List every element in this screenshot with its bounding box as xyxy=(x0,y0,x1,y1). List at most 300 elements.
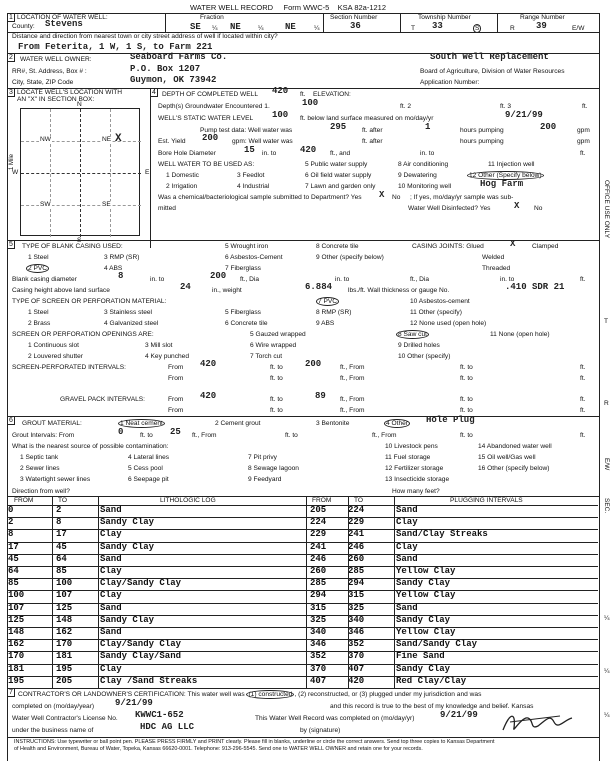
screen-option-1: 1 Steel xyxy=(28,309,49,316)
log-to-cell: 162 xyxy=(56,627,73,637)
log-from-cell: 45 xyxy=(8,553,19,564)
casing-option-9: 9 Other (specify below) xyxy=(316,254,384,261)
log-to-cell: 294 xyxy=(348,578,365,589)
frame-right xyxy=(599,13,600,761)
log-lithology-cell: Sandy Clay xyxy=(100,541,155,552)
address-label: RR#, St. Address, Box # : xyxy=(12,68,87,75)
screen-option-3: 3 Stainless steel xyxy=(104,309,153,316)
use-option-5: 5 Public water supply xyxy=(305,161,368,168)
screen-from-value: 420 xyxy=(200,359,217,369)
log-lithology-cell: Clay xyxy=(100,566,122,576)
log-lithology-cell: Sandy Clay xyxy=(396,578,451,589)
table-row xyxy=(8,627,598,639)
source-option-10: 10 Livestock pens xyxy=(385,443,438,450)
static-level-rest: ft. below land surface measured on mo/day/yr xyxy=(300,115,434,122)
use-option-2: 2 Irrigation xyxy=(166,183,198,190)
log-lithology-cell: Fine Sand xyxy=(396,651,445,662)
fraction-q1: SE xyxy=(190,22,201,32)
log-lithology-cell: Sandy Clay/Sand xyxy=(100,651,182,662)
ft-label: ft. xyxy=(580,407,586,414)
log-from-cell: 285 xyxy=(310,578,327,589)
ft-to-label: ft. to xyxy=(285,432,298,439)
use-option-11: 11 Injection well xyxy=(488,161,535,168)
county-value: Stevens xyxy=(45,19,83,29)
section-number-value: 36 xyxy=(350,21,361,31)
source-option-16: 16 Other (specify below) xyxy=(478,465,550,472)
table-row xyxy=(8,639,598,651)
township-t: T xyxy=(411,25,416,32)
log-from-cell: 224 xyxy=(310,517,327,528)
table-row xyxy=(8,664,598,676)
source-option-15: 15 Oil well/Gas well xyxy=(478,454,536,461)
casing-option-3: 3 RMP (SR) xyxy=(104,254,140,261)
log-lithology-cell: Sand xyxy=(100,553,122,564)
direction-label: Direction from well? xyxy=(12,488,70,495)
casing-height-value: 24 xyxy=(180,282,191,292)
disinfected-label: Water Well Disinfected? Yes xyxy=(408,205,491,212)
grout-other-value: Hole Plug xyxy=(426,415,475,425)
table-row xyxy=(8,529,598,541)
record-completed-label: This Water Well Record was completed on (mo/day/yr) xyxy=(255,715,415,722)
divider xyxy=(52,496,53,688)
divider xyxy=(7,688,599,689)
license-value: KWWC1-652 xyxy=(135,710,184,720)
casing-height-label: Casing height above land surface xyxy=(12,287,110,294)
casing-option-6: 6 Asbestos-Cement xyxy=(225,254,283,261)
log-lithology-cell: Sand xyxy=(396,602,418,613)
from-label: From xyxy=(168,364,184,371)
source-option-3: 3 Watertight sewer lines xyxy=(20,476,91,483)
wall-thickness-label: lbs./ft. Wall thickness or gauge No. xyxy=(348,287,450,294)
blank-to-value: 200 xyxy=(210,271,227,281)
table-row xyxy=(8,615,598,627)
ft-label: ft. xyxy=(580,432,586,439)
use-option-1: 1 Domestic xyxy=(166,172,199,179)
log-from-cell: 125 xyxy=(8,614,25,625)
log-from-cell: 8 xyxy=(8,529,14,540)
completed-rest: and this record is true to the best of my knowledge and belief. Kansas xyxy=(330,703,534,710)
ft-to-label: ft. to xyxy=(460,364,473,371)
chem-sample-no: No xyxy=(392,194,401,201)
opening-option-2: 2 Louvered shutter xyxy=(28,353,83,360)
log-from-cell: 107 xyxy=(8,602,25,613)
screen-option-2: 2 Brass xyxy=(28,320,51,327)
grout-from-value: 0 xyxy=(118,427,124,437)
casing-weight-value: 6.884 xyxy=(305,282,333,292)
ft-from-label: ft., From xyxy=(340,375,365,382)
log-to-cell: 64 xyxy=(56,553,67,564)
log-from-cell: 205 xyxy=(310,505,327,515)
blank-diameter-value: 8 xyxy=(118,271,124,281)
ft-from-label: ft., From xyxy=(340,364,365,371)
bore-ft: ft. xyxy=(580,150,586,157)
ft-to-label: ft. to xyxy=(460,396,473,403)
disinfected-yes-mark: X xyxy=(514,201,520,211)
opening-option-11: 11 None (open hole) xyxy=(490,331,550,338)
pump-test-hours: 1 xyxy=(425,122,431,132)
log-lithology-cell: Clay xyxy=(396,541,418,552)
log-from-cell: 346 xyxy=(310,639,327,650)
use-option-9: 9 Dewatering xyxy=(398,172,437,179)
log-lithology-cell: Sand xyxy=(100,505,122,515)
divider xyxy=(400,13,401,32)
chem-sample-yes-mark: X xyxy=(379,190,385,200)
nw-label: NW xyxy=(40,136,51,143)
fraction-q3: NE xyxy=(285,22,296,32)
blank-in-to-2: in. to xyxy=(335,276,350,283)
log-to-cell: 17 xyxy=(56,529,67,540)
log-lithology-cell: Sandy Clay xyxy=(396,614,451,625)
side-sec-label: SEC. xyxy=(603,498,610,514)
west-label: W xyxy=(12,169,19,176)
source-option-1: 1 Septic tank xyxy=(20,454,59,461)
log-lithology-cell: Sandy Clay xyxy=(100,517,155,528)
use-other-value: Hog Farm xyxy=(480,179,524,189)
log-from-cell: 17 xyxy=(8,541,19,552)
log-to-header: TO xyxy=(58,497,68,504)
est-yield-rest: gpm: Well water was xyxy=(232,138,293,145)
log-lithology-cell: Sandy Clay xyxy=(396,663,451,674)
from-label: From xyxy=(168,375,184,382)
bore-rest: ft., and xyxy=(330,150,351,157)
casing-option-5: 5 Wrought iron xyxy=(225,243,269,250)
use-option-10: 10 Monitoring well xyxy=(398,183,452,190)
log-to-cell: 170 xyxy=(56,639,73,650)
ft-from-label: ft., From xyxy=(340,396,365,403)
screen-option-12: 12 None used (open hole) xyxy=(410,320,487,327)
log-to-cell: 241 xyxy=(348,529,365,540)
source-option-14: 14 Abandoned water well xyxy=(478,443,552,450)
opening-option-4: 4 Key punched xyxy=(145,353,189,360)
log-to-cell: 420 xyxy=(348,675,365,686)
quarter-mark: ¼ xyxy=(258,25,264,32)
locate-label: LOCATE WELL'S LOCATION WITH xyxy=(17,89,123,96)
log-lithology-cell: Clay xyxy=(396,517,418,528)
owner-label: WATER WELL OWNER: xyxy=(20,56,92,63)
instructions-line-2: of Health and Environment, Bureau of Water, Topeka, Kansas 66620-0001. Telephone: 913-296-5545. Send one to WATER WELL OWNER and retain one for your records. xyxy=(14,746,423,752)
log-lithology-cell: Clay/Sandy Clay xyxy=(100,639,182,650)
side-ew-label: E/W xyxy=(603,458,610,471)
log-to-cell: 195 xyxy=(56,663,73,674)
log-lithology-cell: Clay xyxy=(100,590,122,601)
opening-option-8: 8 Saw cut xyxy=(398,331,427,338)
from-label: From xyxy=(168,396,184,403)
signature-label: by (signature) xyxy=(300,727,341,734)
casing-option-7: 7 Fiberglass xyxy=(225,265,261,272)
how-many-feet-label: How many feet? xyxy=(392,488,440,495)
city-label: City, State, ZIP Code xyxy=(12,79,74,86)
board-label: Board of Agriculture, Division of Water Resources xyxy=(420,68,565,75)
log-to-cell: 148 xyxy=(56,614,73,625)
after-label: ft. after xyxy=(362,127,383,134)
log-from-cell: 148 xyxy=(8,627,25,637)
divider xyxy=(21,173,141,174)
chem-sample-rest: ; If yes, mo/day/yr sample was sub- xyxy=(410,194,514,201)
use-label: WELL WATER TO BE USED AS: xyxy=(158,161,255,168)
hours-label-2: hours pumping xyxy=(460,138,504,145)
groundwater-1-value: 100 xyxy=(302,98,319,108)
source-option-13: 13 Insecticide storage xyxy=(385,476,450,483)
quarter-mark: ¼ xyxy=(212,25,218,32)
divider xyxy=(323,13,324,32)
log-from-cell: 229 xyxy=(310,529,327,540)
bore-diameter-value: 15 xyxy=(244,145,255,155)
record-completed-date: 9/21/99 xyxy=(440,710,478,720)
log-to-cell: 100 xyxy=(56,578,73,589)
log-from-cell: 181 xyxy=(8,663,25,674)
section-number-label: Section Number xyxy=(330,14,378,21)
opening-option-6: 6 Wire wrapped xyxy=(250,342,297,349)
blank-in-to: in. to xyxy=(150,276,165,283)
casing-weight-label: in., weight xyxy=(212,287,242,294)
wall-thickness-value: .410 SDR 21 xyxy=(505,282,565,292)
source-option-12: 12 Fertilizer storage xyxy=(385,465,444,472)
elevation-label: ELEVATION: xyxy=(313,91,351,98)
groundwater-ft: ft. xyxy=(582,103,588,110)
log-from-cell: 325 xyxy=(310,614,327,625)
groundwater-label: Depth(s) Groundwater Encountered 1. xyxy=(158,103,270,110)
divider xyxy=(150,88,151,248)
screen-option-6: 6 Concrete tile xyxy=(225,320,268,327)
log-to-cell: 2 xyxy=(56,505,62,515)
section-2-number: 2 xyxy=(7,53,15,62)
side-t-label: T xyxy=(604,318,609,325)
casing-welded: Welded xyxy=(482,254,505,261)
log-from-cell: 241 xyxy=(310,541,327,552)
log-from-cell: 352 xyxy=(310,651,327,662)
screen-option-8: 8 RMP (SR) xyxy=(316,309,352,316)
casing-option-8: 8 Concrete tile xyxy=(316,243,359,250)
source-option-11: 11 Fuel storage xyxy=(385,454,431,461)
side-quarter-1: ¼ xyxy=(604,615,610,622)
section-3-number: 3 xyxy=(7,88,15,97)
table-row xyxy=(8,590,598,602)
log-from-cell: 294 xyxy=(310,590,327,601)
source-option-9: 9 Feedyard xyxy=(248,476,282,483)
to-label: ft. to xyxy=(270,407,283,414)
table-row xyxy=(8,578,598,590)
casing-option-2: 2 PVC xyxy=(28,265,48,272)
chem-sample-label: Was a chemical/bacteriological sample submitted to Department? Yes xyxy=(158,194,362,201)
county-label: County: xyxy=(12,23,35,30)
log-to-cell: 340 xyxy=(348,614,365,625)
distance-label: Distance and direction from nearest town or city street address of well if located within city? xyxy=(12,33,278,40)
ft-to-label: ft. to xyxy=(460,432,473,439)
table-row xyxy=(8,603,598,615)
log-from-cell: 64 xyxy=(8,566,19,576)
opening-option-5: 5 Gauzed wrapped xyxy=(250,331,306,338)
log-to-cell: 315 xyxy=(348,590,365,601)
to-label: ft. to xyxy=(140,432,153,439)
signature xyxy=(500,708,575,736)
range-value: 39 xyxy=(536,21,547,31)
screen-option-9: 9 ABS xyxy=(316,320,335,327)
ft-from-label: ft., From xyxy=(372,432,397,439)
source-option-2: 2 Sewer lines xyxy=(20,465,60,472)
bore-to-value: 420 xyxy=(300,145,317,155)
blank-ft-dia: ft., Dia xyxy=(240,276,260,283)
divider xyxy=(50,109,51,237)
to-label: ft. to xyxy=(270,364,283,371)
casing-label: TYPE OF BLANK CASING USED: xyxy=(22,243,123,250)
township-value: 33 xyxy=(432,21,443,31)
log-to-cell: 346 xyxy=(348,627,365,637)
divider xyxy=(394,496,395,688)
opening-option-3: 3 Mill slot xyxy=(145,342,173,349)
owner-note: South Well Replacement xyxy=(430,52,549,62)
blank-in-to-3: in. to xyxy=(500,276,515,283)
east-label: E xyxy=(145,169,150,176)
opening-option-7: 7 Torch cut xyxy=(250,353,283,360)
log-from-header: FROM xyxy=(14,497,34,504)
static-level-date: 9/21/99 xyxy=(505,110,543,120)
log-from-cell: 340 xyxy=(310,627,327,637)
ft-label: ft. xyxy=(580,364,586,371)
depth-label: DEPTH OF COMPLETED WELL xyxy=(162,91,258,98)
source-option-5: 5 Cess pool xyxy=(128,465,163,472)
divider xyxy=(165,13,166,32)
groundwater-3-label: ft. 3 xyxy=(500,103,511,110)
log-to-cell: 407 xyxy=(348,663,365,674)
north-label: N xyxy=(77,101,82,108)
contamination-label: What is the nearest source of possible contamination: xyxy=(12,443,169,450)
log-from-cell: 0 xyxy=(8,505,14,515)
log-from-cell: 407 xyxy=(310,675,327,686)
well-location-mark: X xyxy=(115,133,122,145)
quarter-mark: ¼ xyxy=(314,25,320,32)
ft-label: ft. xyxy=(580,375,586,382)
log-lithology-cell: Clay/Sandy Clay xyxy=(100,578,182,589)
est-yield-label: Est. Yield xyxy=(158,138,186,145)
divider xyxy=(110,109,111,237)
disinfected-no: No xyxy=(534,205,543,212)
log-lithology-cell: Sand xyxy=(396,553,418,564)
gravel-from-value: 420 xyxy=(200,391,217,401)
lithologic-log-header: LITHOLOGIC LOG xyxy=(160,497,216,504)
log-from-cell: 170 xyxy=(8,651,25,662)
log-to-cell: 370 xyxy=(348,651,365,662)
divider xyxy=(7,737,599,738)
table-row xyxy=(8,566,598,578)
grout-to-value: 25 xyxy=(170,427,181,437)
screen-material-label: TYPE OF SCREEN OR PERFORATION MATERIAL: xyxy=(12,298,167,305)
application-label: Application Number: xyxy=(420,79,480,86)
pump-test-ft: 295 xyxy=(330,122,347,132)
instructions-line-1: INSTRUCTIONS: Use typewriter or ball point pen. PLEASE PRESS FIRMLY and PRINT clearly. Please fill in blanks, underline or circle the correct answers. Send top three copies to Kansas Department xyxy=(14,739,495,745)
log-from-cell: 162 xyxy=(8,639,25,650)
casing-threaded: Threaded xyxy=(482,265,511,272)
casing-option-4: 4 ABS xyxy=(104,265,123,272)
table-row xyxy=(8,505,598,517)
screen-option-7: 7 PVC xyxy=(318,298,338,305)
source-option-7: 7 Pit privy xyxy=(248,454,277,461)
groundwater-2-label: ft. 2 xyxy=(400,103,411,110)
log-lithology-cell: Sand xyxy=(396,505,418,515)
use-option-3: 3 Feedlot xyxy=(237,172,265,179)
log-to-header-2: TO xyxy=(354,497,364,504)
south-label: S xyxy=(77,237,82,244)
est-yield-value: 200 xyxy=(202,133,219,143)
log-from-cell: 85 xyxy=(8,578,19,589)
screen-intervals-label: SCREEN-PERFORATED INTERVALS: xyxy=(12,364,126,371)
opening-option-1: 1 Continuous slot xyxy=(28,342,79,349)
log-to-cell: 260 xyxy=(348,553,365,564)
screen-option-4: 4 Galvanized steel xyxy=(104,320,159,327)
to-label: ft. to xyxy=(270,396,283,403)
log-to-cell: 352 xyxy=(348,639,365,650)
log-to-cell: 224 xyxy=(348,505,365,515)
log-lithology-cell: Clay xyxy=(100,529,122,540)
owner-name: Seaboard Farms Co. xyxy=(130,52,228,62)
blank-ft-dia-2: ft., Dia xyxy=(410,276,430,283)
log-to-cell: 85 xyxy=(56,566,67,576)
ft-from-label: ft., From xyxy=(192,432,217,439)
to-label: ft. to xyxy=(270,375,283,382)
form-title: WATER WELL RECORD Form WWC-5 KSA 82a-1212 xyxy=(190,3,387,12)
divider xyxy=(98,496,99,688)
gpm-label: gpm xyxy=(577,127,590,134)
log-from-cell: 2 xyxy=(8,517,14,528)
log-from-cell: 370 xyxy=(310,663,327,674)
log-lithology-cell: Yellow Clay xyxy=(396,590,456,601)
depth-value: 420 xyxy=(272,86,289,96)
log-lithology-cell: Sand xyxy=(100,627,122,637)
screen-option-5: 5 Fiberglass xyxy=(225,309,261,316)
section-1-number: 1 xyxy=(7,13,15,22)
table-row xyxy=(8,554,598,566)
log-to-cell: 325 xyxy=(348,602,365,613)
screen-option-10: 10 Asbestos-cement xyxy=(410,298,470,305)
office-use-only-label: OFFICE USE ONLY xyxy=(603,180,610,239)
range-r: R xyxy=(510,25,515,32)
opening-option-9: 9 Drilled holes xyxy=(398,342,440,349)
log-to-cell: 181 xyxy=(56,651,73,662)
plugging-intervals-header: PLUGGING INTERVALS xyxy=(450,497,523,504)
log-from-cell: 260 xyxy=(310,566,327,576)
log-to-cell: 229 xyxy=(348,517,365,528)
cert-line-1: CONTRACTOR'S OR LANDOWNER'S CERTIFICATION: This water well was (1) constructed , (2) reconstructed, or (3) plugged under my jurisdiction and was xyxy=(18,691,482,698)
log-to-cell: 246 xyxy=(348,541,365,552)
blank-diameter-label: Blank casing diameter xyxy=(12,276,77,283)
ft-label: ft. xyxy=(580,396,586,403)
table-row xyxy=(8,651,598,663)
casing-option-1: 1 Steel xyxy=(28,254,49,261)
casing-glued-mark: X xyxy=(510,239,516,249)
grout-option-4: 4 Other xyxy=(386,420,408,427)
business-name-value: HDC AG LLC xyxy=(140,722,195,732)
divider xyxy=(497,13,498,32)
use-option-6: 6 Oil field water supply xyxy=(305,172,372,179)
grout-option-3: 3 Bentonite xyxy=(316,420,350,427)
log-lithology-cell: Sandy Clay xyxy=(100,614,155,625)
log-lithology-cell: Sand/Sandy Clay xyxy=(396,639,478,650)
hours-label: hours pumping xyxy=(460,127,504,134)
bore-in-to: in. to xyxy=(262,150,277,157)
completed-date: 9/21/99 xyxy=(115,698,153,708)
ne-label: NE xyxy=(102,136,112,143)
side-quarter-3: ¼ xyxy=(604,712,610,719)
log-lithology-cell: Sand xyxy=(100,602,122,613)
ft-to-label: ft. to xyxy=(460,375,473,382)
log-lithology-cell: Clay xyxy=(100,663,122,674)
bore-in-to-2: in. to xyxy=(420,150,435,157)
locate-label-2: AN "X" IN SECTION BOX: xyxy=(17,96,95,103)
section-4-number: 4 xyxy=(150,88,158,97)
distance-value: From Feterita, 1 W, 1 S, to Farm 221 xyxy=(18,42,213,52)
gravel-to-value: 89 xyxy=(315,391,326,401)
business-name-label: under the business name of xyxy=(12,727,94,734)
screen-option-11: 11 Other (specify) xyxy=(410,309,462,316)
